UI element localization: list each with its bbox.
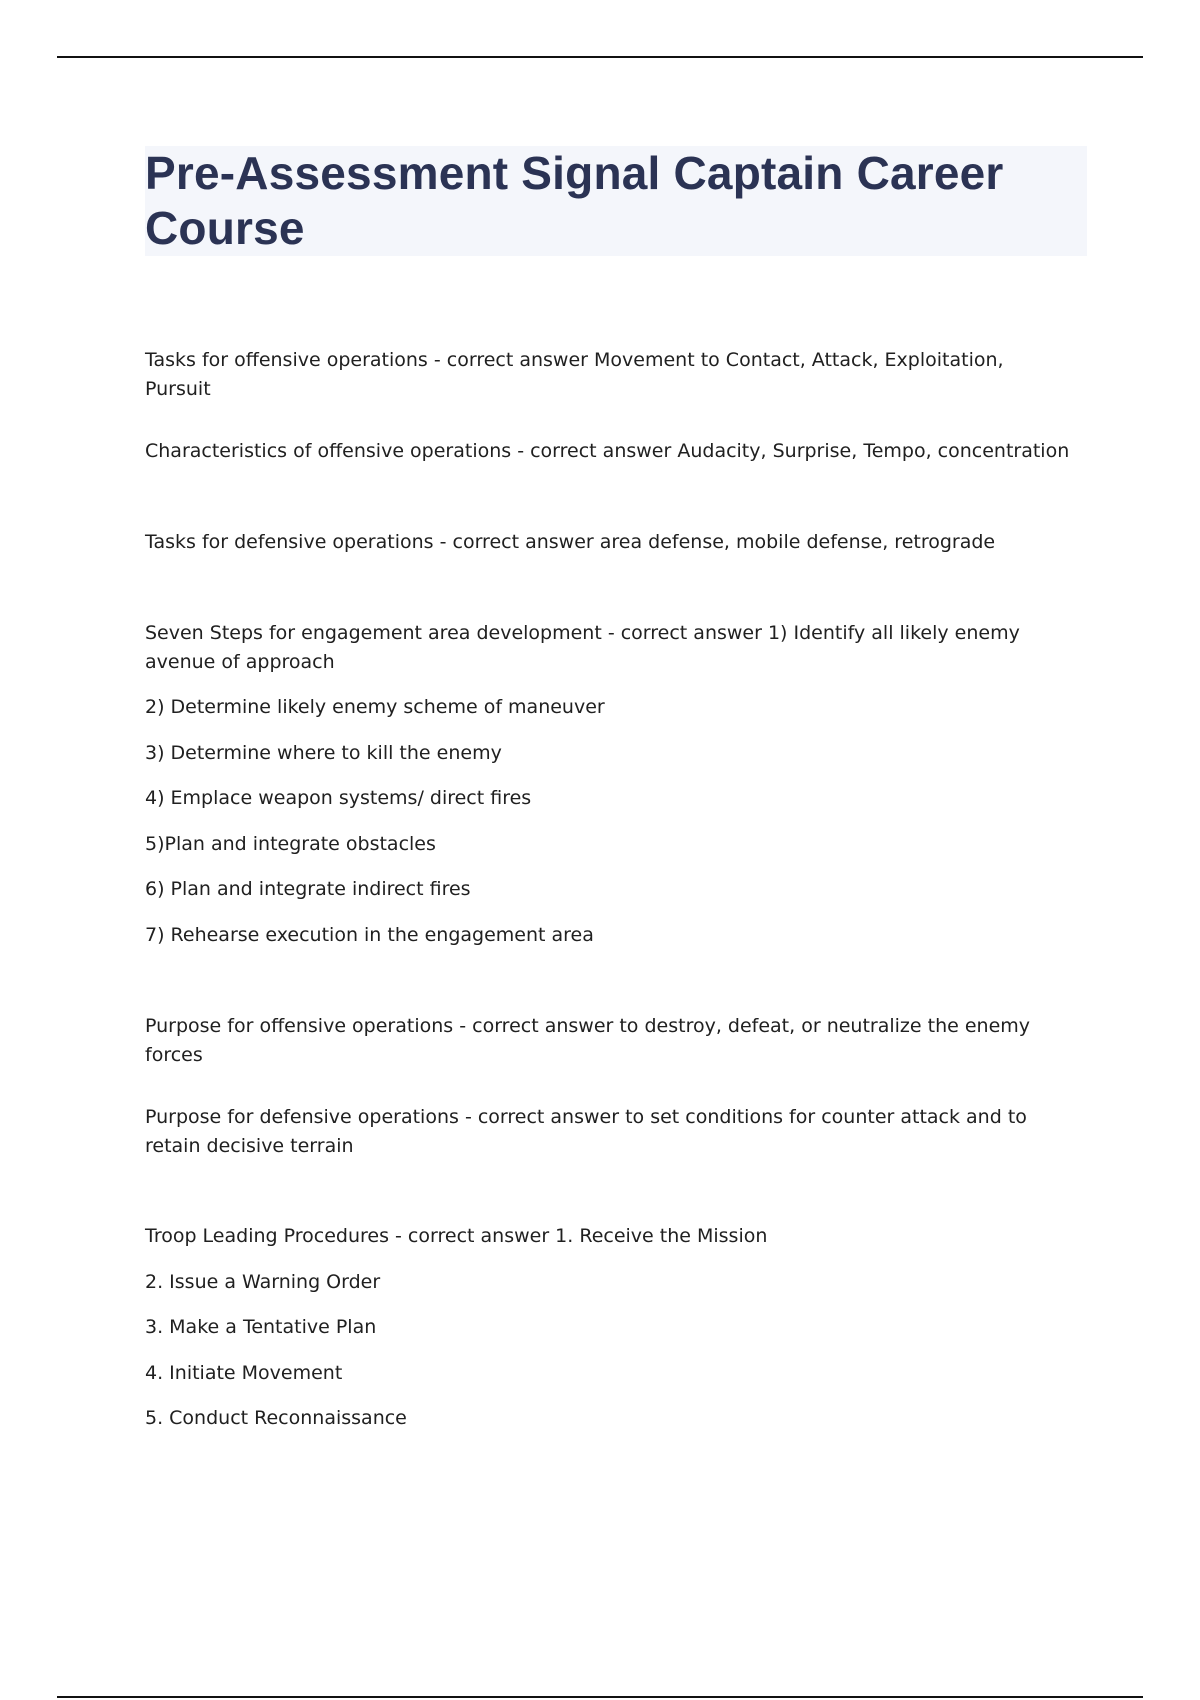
list-step: 3) Determine where to kill the enemy xyxy=(145,742,502,764)
qa-answer: to set conditions for counter attack and to retain decisive terrain xyxy=(145,1106,1027,1157)
list-step: 2) Determine likely enemy scheme of maneuver xyxy=(145,696,605,718)
list-step: 5. Conduct Reconnaissance xyxy=(145,1407,407,1429)
qa-answer: Audacity, Surprise, Tempo, concentration xyxy=(677,440,1070,462)
qa-entry xyxy=(145,1012,1075,1070)
qa-separator: - correct answer xyxy=(427,349,595,371)
qa-question: Characteristics of offensive operations xyxy=(145,440,512,462)
title-banner xyxy=(145,146,1087,256)
qa-separator: - correct answer xyxy=(453,1015,620,1037)
qa-entry xyxy=(145,619,1075,677)
qa-entry xyxy=(145,1222,1075,1251)
list-step: 4) Emplace weapon systems/ direct fires xyxy=(145,787,532,809)
list-step: 7) Rehearse execution in the engagement area xyxy=(145,924,594,946)
qa-answer: Movement to Contact, Attack, Exploitation, Pursuit xyxy=(145,349,1004,400)
list-step: 3. Make a Tentative Plan xyxy=(145,1316,377,1338)
list-step: 5)Plan and integrate obstacles xyxy=(145,833,436,855)
bottom-divider xyxy=(57,1696,1143,1698)
qa-separator: - correct answer xyxy=(433,531,600,553)
page-title: Pre-Assessment Signal Captain Career Course xyxy=(145,147,1004,254)
qa-separator: - correct answer xyxy=(458,1106,626,1128)
qa-answer: to destroy, defeat, or neutralize the enemy forces xyxy=(145,1015,1031,1066)
qa-entry xyxy=(145,346,1075,404)
qa-question: Purpose for defensive operations xyxy=(145,1106,459,1128)
qa-separator: - correct answer xyxy=(601,622,768,644)
qa-question: Tasks for offensive operations xyxy=(145,349,428,371)
qa-entry xyxy=(145,528,1075,557)
qa-question: Purpose for offensive operations xyxy=(145,1015,454,1037)
qa-question: Troop Leading Procedures xyxy=(145,1225,389,1247)
qa-question: Seven Steps for engagement area development xyxy=(145,622,602,644)
qa-answer: area defense, mobile defense, retrograde xyxy=(599,531,996,553)
qa-entry xyxy=(145,437,1075,466)
qa-question: Tasks for defensive operations xyxy=(145,531,434,553)
list-step: 6) Plan and integrate indirect fires xyxy=(145,878,471,900)
qa-entry xyxy=(145,1103,1075,1161)
list-step: 4. Initiate Movement xyxy=(145,1362,343,1384)
qa-separator: - correct answer xyxy=(389,1225,556,1247)
qa-answer: 1) Identify all likely enemy avenue of approach xyxy=(145,622,1020,673)
qa-answer: 1. Receive the Mission xyxy=(555,1225,768,1247)
top-divider xyxy=(57,56,1143,58)
list-step: 2. Issue a Warning Order xyxy=(145,1271,381,1293)
qa-separator: - correct answer xyxy=(511,440,678,462)
